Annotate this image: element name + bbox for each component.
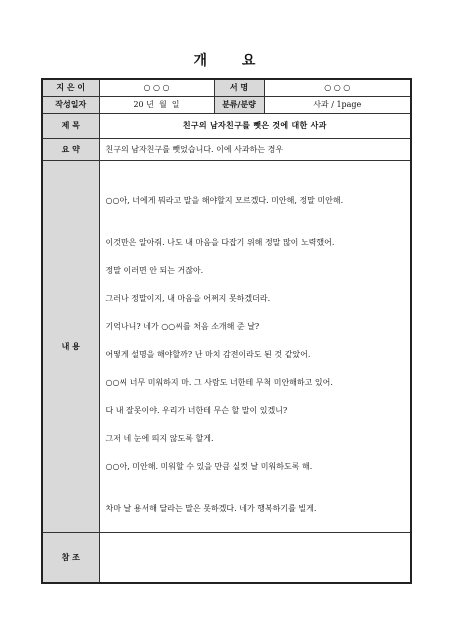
content-paragraph: 그저 네 눈에 띄지 않도록 할게. — [105, 434, 214, 443]
signature-label: 서 명 — [214, 79, 264, 96]
date-label: 작성일자 — [42, 96, 99, 113]
subject-label: 제 목 — [42, 113, 99, 138]
subject-value: 친구의 남자친구를 뺏은 것에 대한 사과 — [99, 113, 411, 138]
content-paragraph: 이것만은 알아줘. 나도 내 마음을 다잡기 위해 정말 많이 노력했어. — [105, 238, 335, 247]
content-row — [42, 160, 411, 532]
summary-row — [42, 138, 411, 160]
content-paragraph: ○○아, 미안해. 미워할 수 있을 만큼 실컷 날 미워하도록 해. — [105, 462, 313, 471]
category-value: 사과 / 1page — [264, 96, 411, 113]
reference-label: 참 조 — [42, 532, 99, 583]
summary-value: 친구의 남자친구를 뺏었습니다. 이에 사과하는 경우 — [99, 138, 411, 160]
signature-value: ○ ○ ○ — [264, 79, 411, 96]
content-paragraph: 어떻게 설명을 해야할까? 난 마치 감전이라도 된 것 같았어. — [105, 350, 311, 359]
content-label: 내 용 — [42, 160, 99, 532]
page-title: 개 요 — [193, 53, 257, 69]
author-value: ○ ○ ○ — [99, 79, 214, 96]
summary-label: 요 약 — [42, 138, 99, 160]
content-paragraph: 차마 날 용서해 달라는 말은 못하겠다. 네가 행복하기를 빌게. — [105, 504, 317, 513]
content-body — [99, 160, 411, 532]
content-paragraph: ○○씨 너무 미워하지 마. 그 사람도 너한테 무척 미안해하고 있어. — [105, 378, 333, 387]
date-row — [42, 96, 411, 113]
content-paragraph: 정말 이러면 안 되는 거잖아. — [105, 266, 204, 275]
content-paragraph: 다 내 잘못이야. 우리가 너한테 무슨 할 말이 있겠니? — [105, 406, 288, 415]
reference-row — [42, 532, 411, 583]
author-row — [42, 79, 411, 96]
date-value: 20 년 월 일 — [99, 96, 214, 113]
category-label: 분류/분량 — [214, 96, 264, 113]
author-label: 지 은 이 — [42, 79, 99, 96]
summary-form-table — [41, 78, 412, 584]
subject-row — [42, 113, 411, 138]
content-paragraph: 그러나 정말이지, 내 마음을 어쩌지 못하겠더라. — [105, 294, 271, 303]
content-paragraph: ○○아, 너에게 뭐라고 말을 해야할지 모르겠다. 미안해, 정말 미안해. — [105, 196, 344, 205]
content-paragraph: 기억나니? 네가 ○○씨를 처음 소개해 준 날? — [105, 322, 260, 331]
reference-value — [99, 532, 411, 583]
